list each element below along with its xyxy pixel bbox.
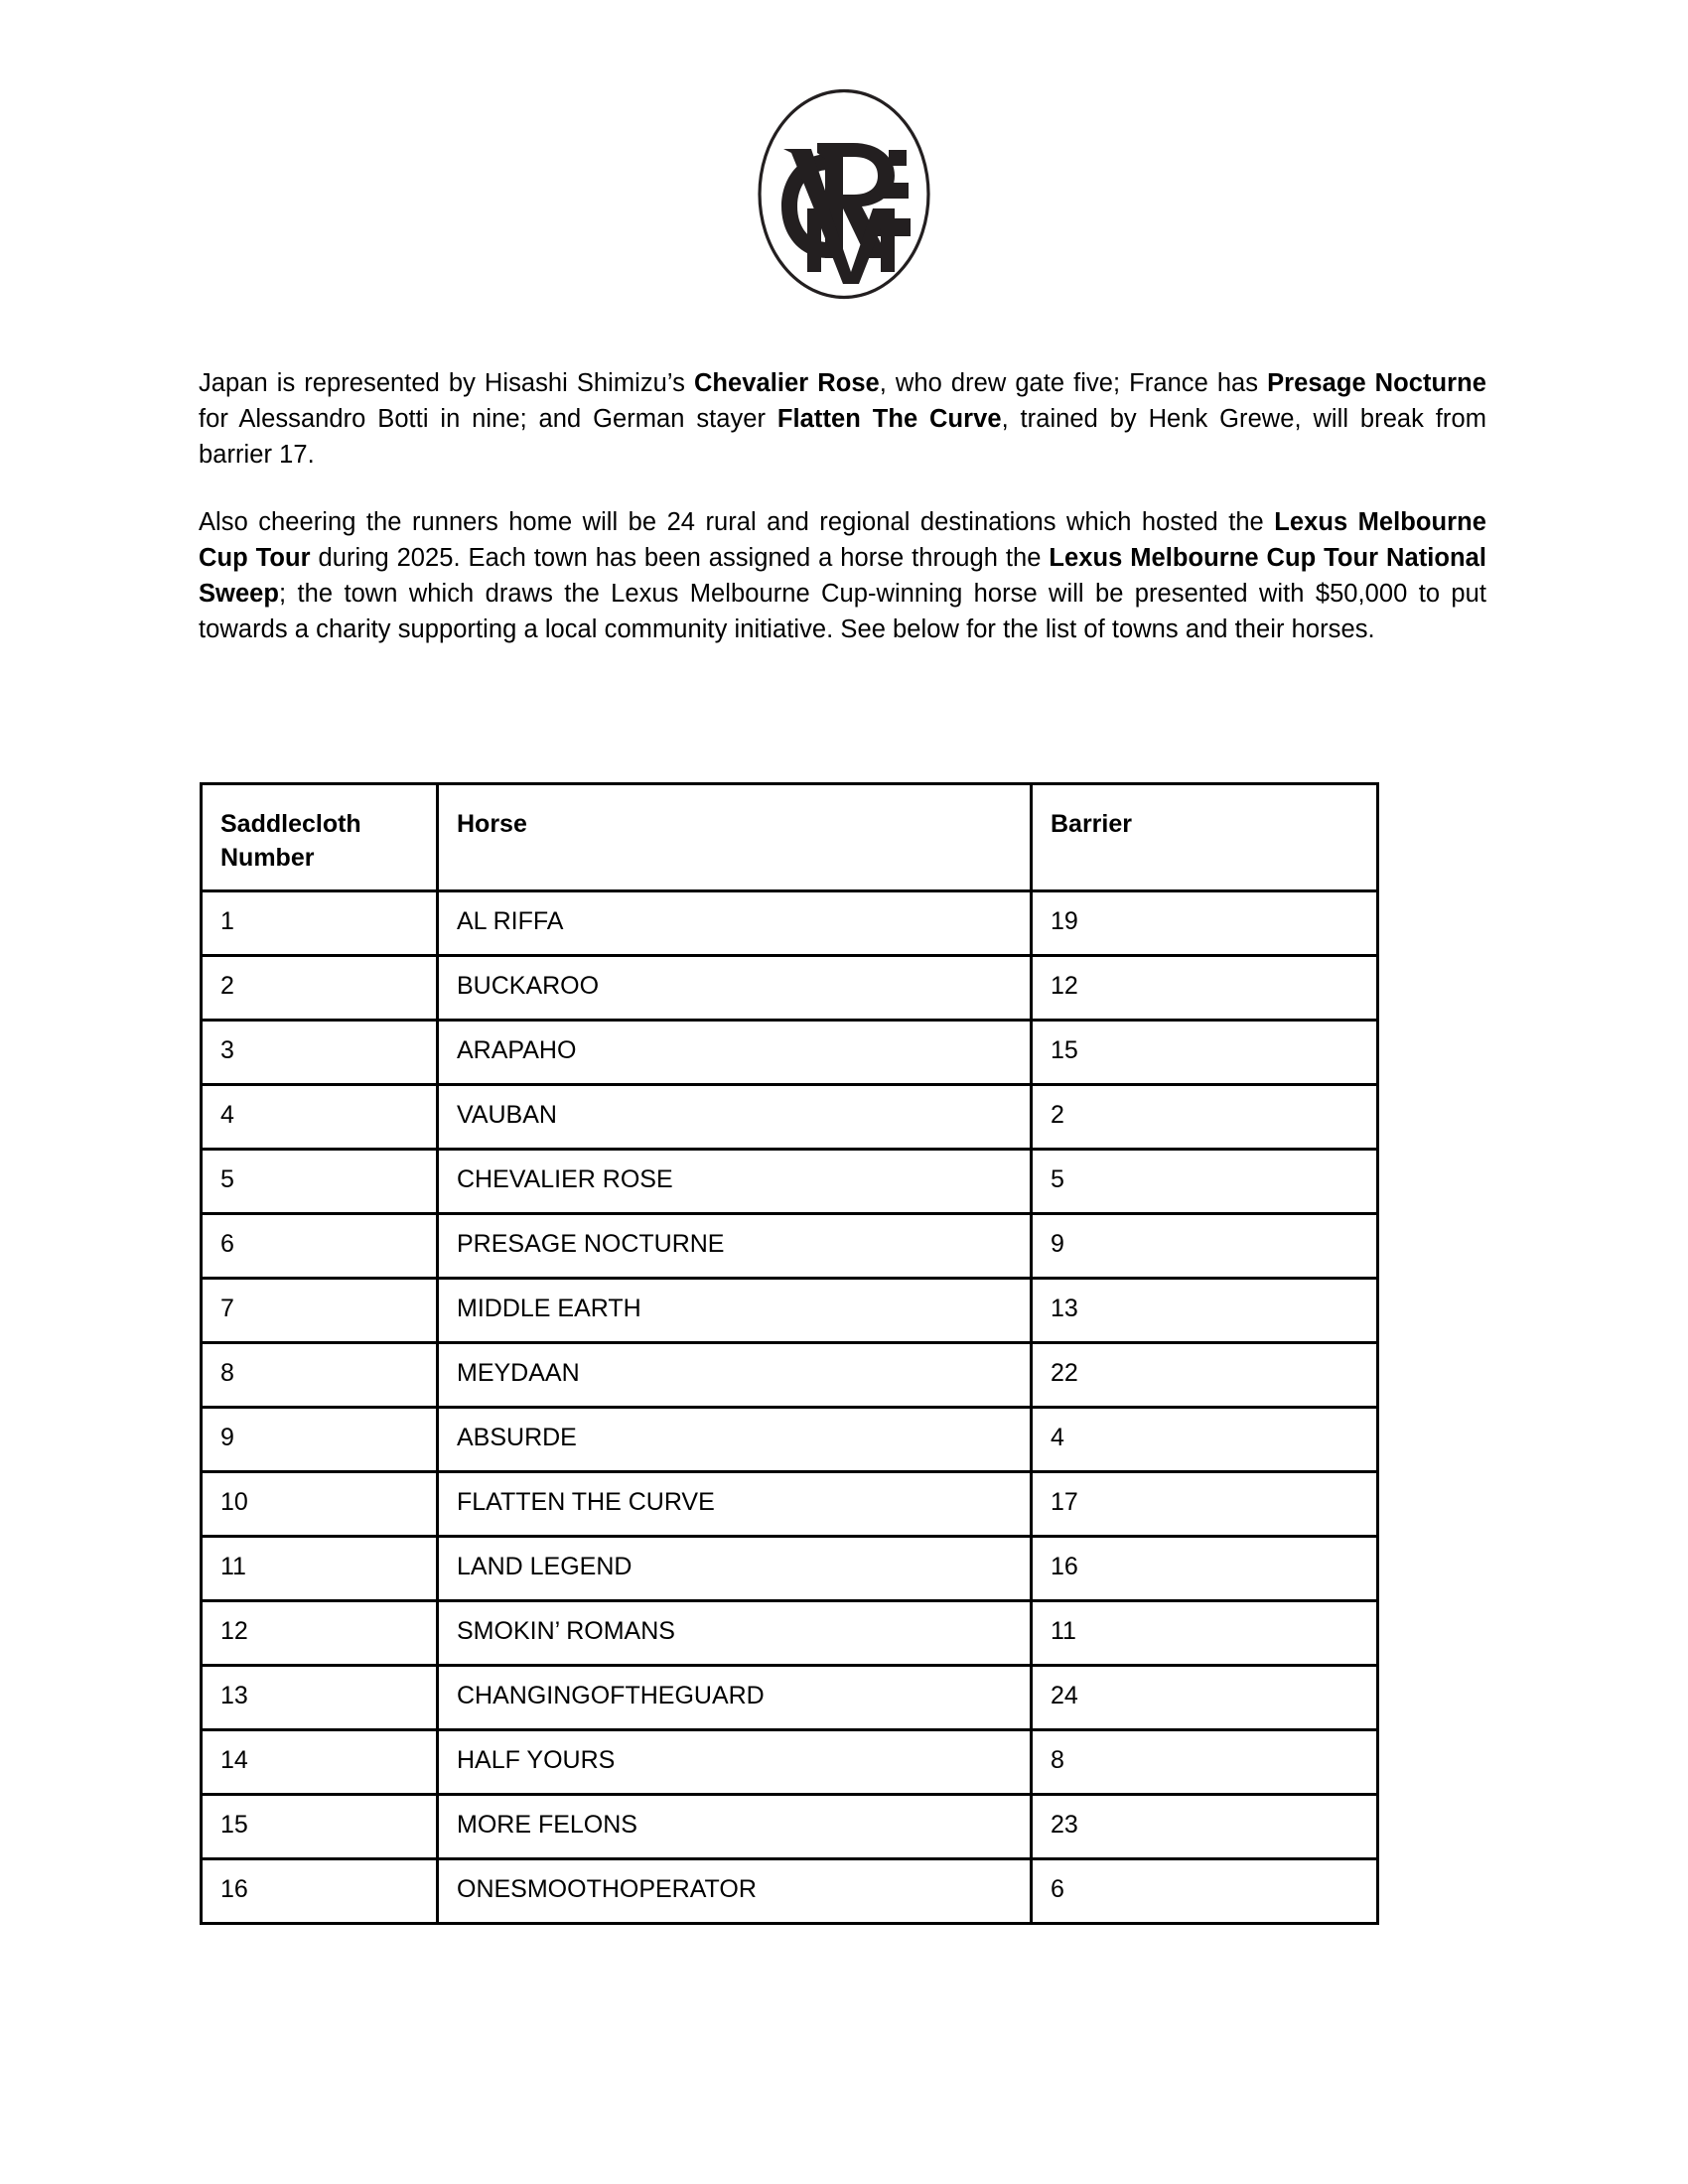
cell-horse-name: VAUBAN bbox=[438, 1085, 1032, 1150]
cell-barrier: 24 bbox=[1032, 1666, 1378, 1730]
cell-saddlecloth-number: 4 bbox=[202, 1085, 438, 1150]
table-header-row bbox=[202, 784, 1378, 891]
text-run: Japan is represented by Hisashi Shimizu’s bbox=[199, 369, 694, 397]
cell-saddlecloth-number: 8 bbox=[202, 1343, 438, 1408]
cell-saddlecloth-number: 10 bbox=[202, 1472, 438, 1537]
cell-saddlecloth-number: 6 bbox=[202, 1214, 438, 1279]
header-line: Number bbox=[220, 844, 315, 872]
cell-barrier: 15 bbox=[1032, 1021, 1378, 1085]
cell-horse-name: MIDDLE EARTH bbox=[438, 1279, 1032, 1343]
article-body bbox=[199, 365, 1486, 647]
table-row bbox=[202, 1730, 1378, 1795]
cell-horse-name: HALF YOURS bbox=[438, 1730, 1032, 1795]
cell-saddlecloth-number: 5 bbox=[202, 1150, 438, 1214]
cell-barrier: 13 bbox=[1032, 1279, 1378, 1343]
cell-horse-name: ONESMOOTHOPERATOR bbox=[438, 1859, 1032, 1924]
cell-saddlecloth-number: 15 bbox=[202, 1795, 438, 1859]
cell-horse-name: LAND LEGEND bbox=[438, 1537, 1032, 1601]
sweep-horse-table bbox=[200, 782, 1379, 1925]
cell-saddlecloth-number: 2 bbox=[202, 956, 438, 1021]
cell-saddlecloth-number: 13 bbox=[202, 1666, 438, 1730]
cell-barrier: 12 bbox=[1032, 956, 1378, 1021]
cell-horse-name: SMOKIN’ ROMANS bbox=[438, 1601, 1032, 1666]
table-row bbox=[202, 1666, 1378, 1730]
table-row bbox=[202, 1214, 1378, 1279]
column-header-barrier: Barrier bbox=[1032, 784, 1378, 891]
table-row bbox=[202, 956, 1378, 1021]
text-run-bold: Lexus Melbourne Cup Tour bbox=[199, 508, 1486, 572]
cell-horse-name: MORE FELONS bbox=[438, 1795, 1032, 1859]
cell-saddlecloth-number: 3 bbox=[202, 1021, 438, 1085]
table-header bbox=[202, 784, 1378, 891]
cell-saddlecloth-number: 9 bbox=[202, 1408, 438, 1472]
cell-saddlecloth-number: 7 bbox=[202, 1279, 438, 1343]
table-row bbox=[202, 1472, 1378, 1537]
cell-barrier: 4 bbox=[1032, 1408, 1378, 1472]
cell-saddlecloth-number: 1 bbox=[202, 891, 438, 956]
cell-saddlecloth-number: 11 bbox=[202, 1537, 438, 1601]
cell-horse-name: CHANGINGOFTHEGUARD bbox=[438, 1666, 1032, 1730]
paragraph-national-sweep bbox=[199, 504, 1486, 647]
text-run-bold: Chevalier Rose bbox=[693, 369, 880, 397]
cell-barrier: 11 bbox=[1032, 1601, 1378, 1666]
text-run: Also cheering the runners home will be 24 rural and regional destinations which hosted the bbox=[199, 508, 1275, 536]
header-line: Saddlecloth bbox=[220, 810, 361, 838]
text-run: for Alessandro Botti in nine; and German stayer bbox=[199, 405, 777, 433]
table-row bbox=[202, 1085, 1378, 1150]
cell-saddlecloth-number: 14 bbox=[202, 1730, 438, 1795]
cell-barrier: 19 bbox=[1032, 891, 1378, 956]
cell-barrier: 16 bbox=[1032, 1537, 1378, 1601]
text-run: , who drew gate five; France has bbox=[879, 369, 1268, 397]
table-row bbox=[202, 1021, 1378, 1085]
table-row bbox=[202, 1279, 1378, 1343]
cell-barrier: 2 bbox=[1032, 1085, 1378, 1150]
text-run: ; the town which draws the Lexus Melbourne Cup-winning horse will be presented with $50,000 to put towards a charity supporting a local community initiative. See below for the list of towns and their horses. bbox=[199, 580, 1486, 643]
cell-horse-name: FLATTEN THE CURVE bbox=[438, 1472, 1032, 1537]
cell-barrier: 5 bbox=[1032, 1150, 1378, 1214]
text-run-bold: Lexus Melbourne Cup Tour National Sweep bbox=[199, 544, 1486, 608]
text-run: , trained by Henk Grewe, will break from barrier 17. bbox=[199, 405, 1486, 469]
table-row bbox=[202, 1150, 1378, 1214]
cell-barrier: 22 bbox=[1032, 1343, 1378, 1408]
table-row bbox=[202, 1601, 1378, 1666]
table-row bbox=[202, 891, 1378, 956]
logo-block bbox=[0, 87, 1688, 301]
paragraph-internationals bbox=[199, 365, 1486, 473]
cell-horse-name: MEYDAAN bbox=[438, 1343, 1032, 1408]
column-header-saddlecloth-number bbox=[202, 784, 438, 891]
text-run-bold: Presage Nocturne bbox=[1267, 369, 1487, 397]
cell-horse-name: ARAPAHO bbox=[438, 1021, 1032, 1085]
cell-horse-name: ABSURDE bbox=[438, 1408, 1032, 1472]
cell-barrier: 8 bbox=[1032, 1730, 1378, 1795]
cell-horse-name: PRESAGE NOCTURNE bbox=[438, 1214, 1032, 1279]
cell-saddlecloth-number: 12 bbox=[202, 1601, 438, 1666]
table-row bbox=[202, 1537, 1378, 1601]
text-run-bold: Flatten The Curve bbox=[776, 405, 1002, 433]
cell-saddlecloth-number: 16 bbox=[202, 1859, 438, 1924]
cell-horse-name: AL RIFFA bbox=[438, 891, 1032, 956]
table-body bbox=[202, 891, 1378, 1924]
cell-horse-name: BUCKAROO bbox=[438, 956, 1032, 1021]
table-row bbox=[202, 1859, 1378, 1924]
cell-barrier: 23 bbox=[1032, 1795, 1378, 1859]
cell-horse-name: CHEVALIER ROSE bbox=[438, 1150, 1032, 1214]
cell-barrier: 6 bbox=[1032, 1859, 1378, 1924]
vrc-monogram-logo bbox=[756, 87, 932, 301]
table-row bbox=[202, 1343, 1378, 1408]
table-row bbox=[202, 1408, 1378, 1472]
table-row bbox=[202, 1795, 1378, 1859]
cell-barrier: 17 bbox=[1032, 1472, 1378, 1537]
column-header-horse: Horse bbox=[438, 784, 1032, 891]
sweep-horse-table-wrapper bbox=[200, 782, 1376, 1925]
text-run: during 2025. Each town has been assigned a horse through the bbox=[310, 544, 1050, 572]
cell-barrier: 9 bbox=[1032, 1214, 1378, 1279]
